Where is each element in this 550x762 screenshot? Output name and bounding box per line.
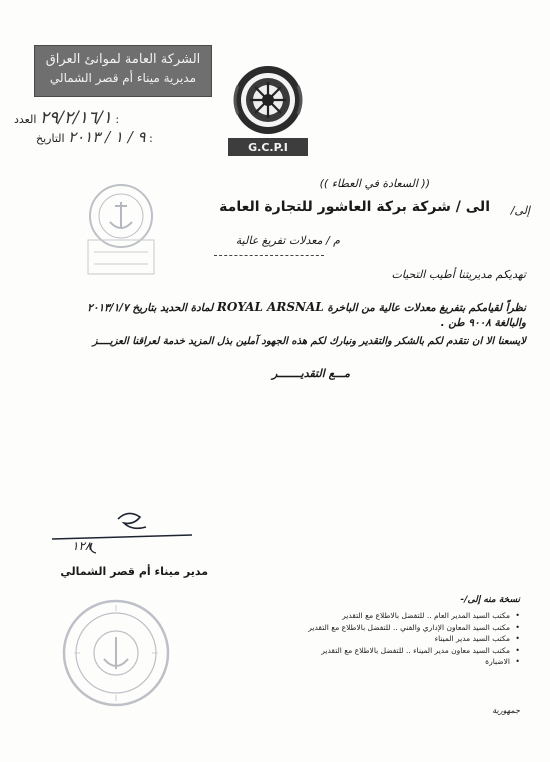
reference-date-label: التاريخ :	[36, 132, 153, 145]
subject	[236, 234, 340, 247]
vessel-name: ROYAL ARSNAL	[216, 300, 324, 314]
signatory-title: مدير ميناء أم قصر الشمالي	[60, 565, 208, 578]
closing: مـــع التقديـــــــر	[272, 367, 350, 380]
paragraph-2: لايسعنا الا ان نتقدم لكم بالشكر والتقدير ونبارك لكم هذه الجهود آملين بذل المزيد خدمة لعراقنا العزيــــز	[92, 336, 526, 347]
reference-date-row	[30, 128, 153, 146]
salutation: (( السعادة في العطاء ))	[319, 177, 430, 190]
directorate-name: مديرية ميناء أم قصر الشمالي	[49, 71, 197, 85]
subject-text: معدلات تفريغ عالية	[235, 234, 323, 247]
official-stamp-icon	[82, 182, 160, 278]
reference-number-value: ٢٩/٢/١٦/١	[39, 108, 112, 128]
handwritten-signature-icon	[48, 505, 198, 560]
company-name: الشركة العامة لموانئ العراق	[45, 52, 201, 67]
recipient: الى / شركة بركة العاشور للتجارة العامة	[219, 199, 490, 215]
round-seal-icon	[60, 597, 172, 709]
logo-label: G.C.P.I	[248, 141, 288, 154]
cc-item: • مكتب السيد معاون مدير الميناء .. للتفضل بالاطلاع مع التقدير	[250, 645, 520, 657]
cc-heading: نسخة منه إلى/-	[460, 595, 520, 605]
paragraph-1	[87, 300, 526, 314]
reference-number-label: العدد :	[14, 113, 120, 126]
signature-handwritten-number: ١٢٨	[72, 539, 92, 553]
recipient-prefix: إلى/	[510, 204, 530, 217]
paragraph-1-part-2: لمادة الحديد بتاريخ ٢٠١٣/١/٧	[87, 302, 214, 314]
reference-number-row	[8, 108, 119, 128]
cc-item: • مكتب السيد مدير الميناء	[250, 633, 520, 645]
cc-item: • مكتب السيد المعاون الإداري والفني .. للتفضل بالاطلاع مع التقدير	[250, 622, 520, 634]
cc-list	[250, 610, 520, 668]
cc-item: • مكتب السيد المدير العام .. للتفضل بالاطلاع مع التقدير	[250, 610, 520, 622]
cc-item: • الاضبارة	[250, 656, 520, 668]
reference-date-value: ٩ / ١ / ٢٠١٣	[68, 128, 146, 146]
subject-underline	[214, 255, 324, 256]
subject-prefix: م /	[325, 234, 340, 247]
letterhead-box	[34, 45, 212, 97]
paragraph-1-part-1: نظراً لقيامكم بتفريغ معدلات عالية من الباخرة	[327, 302, 526, 314]
paragraph-1-line-2: والبالغة ٩٠٠٨ طن .	[440, 317, 526, 329]
footer-note: جمهورية	[492, 706, 520, 715]
greeting: تهديكم مديريتنا أطيب التحيات	[391, 268, 526, 281]
gcpi-logo-icon	[224, 62, 312, 162]
